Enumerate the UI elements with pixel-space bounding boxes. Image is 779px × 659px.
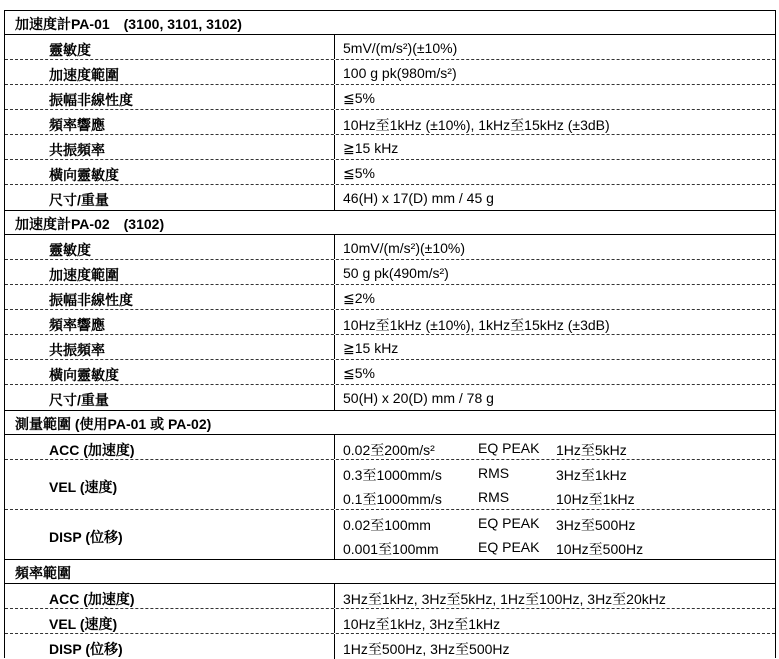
spec-value: 100 g pk(980m/s²) bbox=[343, 65, 457, 81]
measure-freq: 10Hz至500Hz bbox=[556, 541, 644, 557]
freq-row-vel bbox=[5, 609, 775, 634]
measure-range: 0.3至1000mm/s bbox=[343, 467, 442, 483]
spec-label: 振幅非線性度 bbox=[49, 92, 133, 108]
spec-label: 加速度範圍 bbox=[49, 267, 119, 283]
freq-value: 10Hz至1kHz, 3Hz至1kHz bbox=[343, 616, 501, 632]
spec-row bbox=[5, 60, 775, 85]
spec-value: ≦5% bbox=[343, 165, 375, 181]
spec-label: 橫向靈敏度 bbox=[49, 167, 119, 183]
freq-row-disp bbox=[5, 634, 775, 659]
spec-value: 10Hz至1kHz (±10%), 1kHz至15kHz (±3dB) bbox=[343, 317, 610, 333]
spec-value: 46(H) x 17(D) mm / 45 g bbox=[343, 190, 494, 206]
measure-row-vel bbox=[5, 460, 775, 510]
spec-label: 靈敏度 bbox=[49, 42, 91, 58]
freq-label: VEL (速度) bbox=[49, 616, 118, 632]
spec-row bbox=[5, 360, 775, 385]
measure-freq: 1Hz至5kHz bbox=[556, 442, 627, 458]
freq-value: 3Hz至1kHz, 3Hz至5kHz, 1Hz至100Hz, 3Hz至20kHz bbox=[343, 591, 666, 607]
freq-label: ACC (加速度) bbox=[49, 591, 135, 607]
spec-row bbox=[5, 285, 775, 310]
spec-label: 共振頻率 bbox=[49, 342, 105, 358]
spec-value: ≧15 kHz bbox=[343, 140, 399, 156]
spec-value: 5mV/(m/s²)(±10%) bbox=[343, 40, 458, 56]
measure-mode: RMS bbox=[478, 465, 510, 481]
section-header-pa02 bbox=[5, 211, 775, 235]
spec-label: 振幅非線性度 bbox=[49, 292, 133, 308]
section-header-measure bbox=[5, 411, 775, 435]
freq-value: 1Hz至500Hz, 3Hz至500Hz bbox=[343, 641, 510, 657]
measure-mode: EQ PEAK bbox=[478, 515, 540, 531]
spec-label: 靈敏度 bbox=[49, 242, 91, 258]
spec-row bbox=[5, 135, 775, 160]
measure-mode: RMS bbox=[478, 489, 510, 505]
spec-row bbox=[5, 385, 775, 411]
measure-range: 0.02至100mm bbox=[343, 517, 431, 533]
spec-label: 尺寸/重量 bbox=[49, 392, 109, 408]
spec-row bbox=[5, 110, 775, 135]
section-header-pa01 bbox=[5, 11, 775, 35]
spec-value: ≦2% bbox=[343, 290, 375, 306]
section-header-freq bbox=[5, 560, 775, 584]
spec-label: 共振頻率 bbox=[49, 142, 105, 158]
spec-table bbox=[4, 10, 776, 658]
spec-value: 50(H) x 20(D) mm / 78 g bbox=[343, 390, 494, 406]
spec-row bbox=[5, 235, 775, 260]
spec-value: 50 g pk(490m/s²) bbox=[343, 265, 449, 281]
measure-range: 0.001至100mm bbox=[343, 541, 439, 557]
section-title: 測量範圍 (使用PA-01 或 PA-02) bbox=[15, 416, 212, 432]
spec-label: 頻率響應 bbox=[49, 317, 105, 333]
section-title: 頻率範圍 bbox=[15, 565, 71, 581]
spec-label: 頻率響應 bbox=[49, 117, 105, 133]
measure-range: 0.02至200m/s² bbox=[343, 442, 435, 458]
spec-label: 橫向靈敏度 bbox=[49, 367, 119, 383]
spec-row bbox=[5, 35, 775, 60]
measure-range: 0.1至1000mm/s bbox=[343, 491, 442, 507]
measure-row-acc bbox=[5, 435, 775, 460]
spec-row bbox=[5, 335, 775, 360]
spec-row bbox=[5, 260, 775, 285]
measure-label: ACC (加速度) bbox=[49, 442, 135, 458]
spec-row bbox=[5, 185, 775, 211]
section-title: 加速度計PA-02 (3102) bbox=[15, 216, 165, 232]
spec-value: ≦5% bbox=[343, 90, 375, 106]
measure-freq: 10Hz至1kHz bbox=[556, 491, 635, 507]
spec-row bbox=[5, 310, 775, 335]
spec-value: ≧15 kHz bbox=[343, 340, 399, 356]
measure-label: DISP (位移) bbox=[49, 529, 123, 545]
spec-row bbox=[5, 160, 775, 185]
spec-value: 10mV/(m/s²)(±10%) bbox=[343, 240, 466, 256]
section-title: 加速度計PA-01 (3100, 3101, 3102) bbox=[15, 16, 242, 32]
freq-row-acc bbox=[5, 584, 775, 609]
spec-value: 10Hz至1kHz (±10%), 1kHz至15kHz (±3dB) bbox=[343, 117, 610, 133]
measure-mode: EQ PEAK bbox=[478, 440, 540, 456]
measure-label: VEL (速度) bbox=[49, 479, 118, 495]
measure-mode: EQ PEAK bbox=[478, 539, 540, 555]
spec-value: ≦5% bbox=[343, 365, 375, 381]
spec-label: 加速度範圍 bbox=[49, 67, 119, 83]
spec-label: 尺寸/重量 bbox=[49, 192, 109, 208]
freq-label: DISP (位移) bbox=[49, 641, 123, 657]
spec-row bbox=[5, 85, 775, 110]
measure-freq: 3Hz至1kHz bbox=[556, 467, 627, 483]
measure-row-disp bbox=[5, 510, 775, 560]
measure-freq: 3Hz至500Hz bbox=[556, 517, 636, 533]
